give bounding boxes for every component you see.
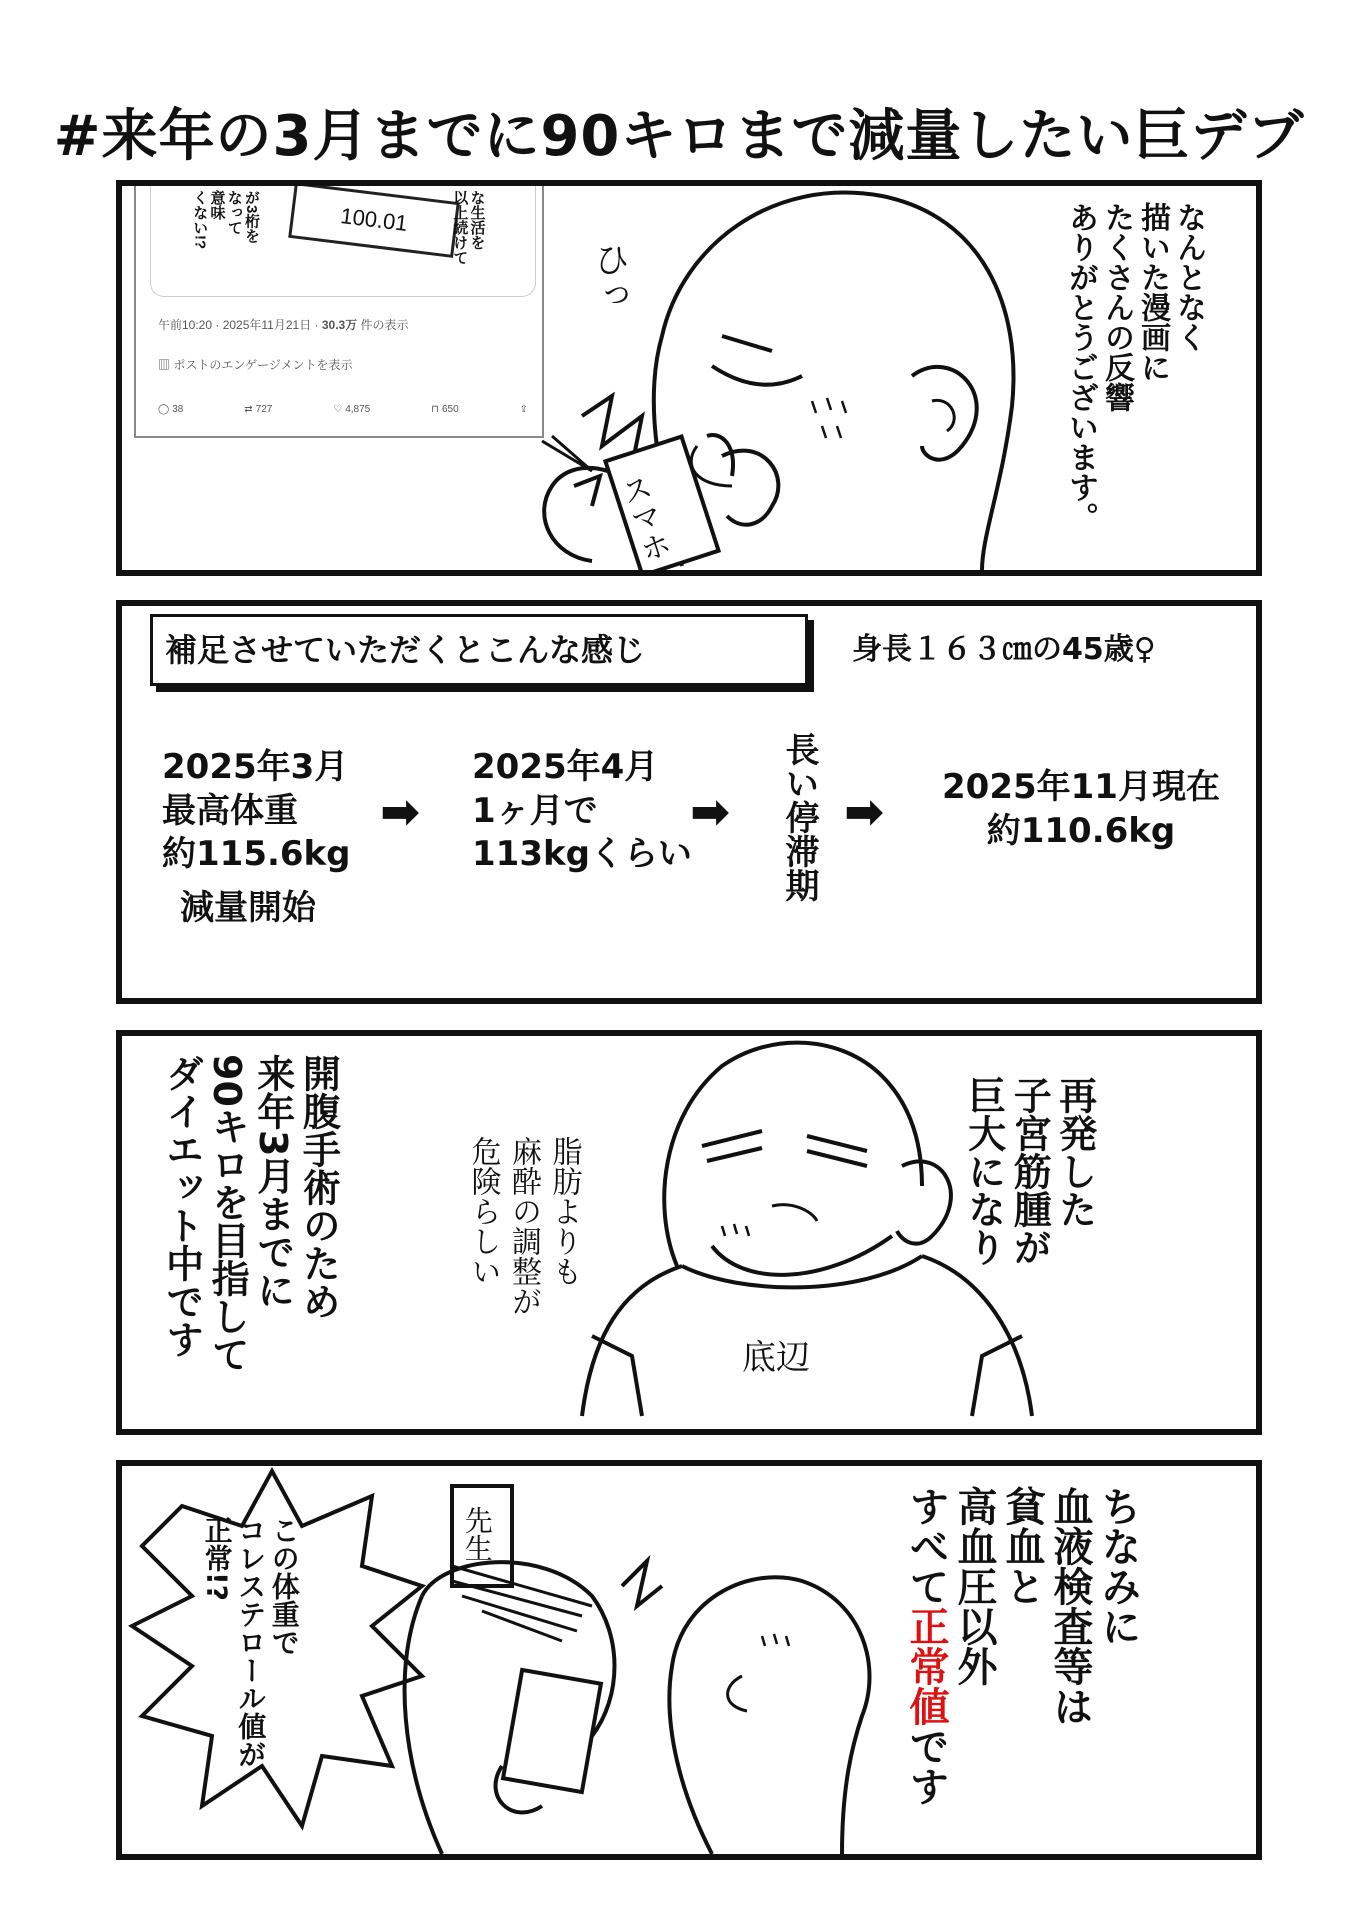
step-max-weight: 2025年3月 最高体重 約115.6kg 減量開始 (162, 746, 351, 930)
share-button[interactable] (520, 404, 528, 415)
arrow-icon: ➡ (844, 784, 885, 840)
tweet-bubble-a: な生活を 以上続けて (451, 190, 486, 265)
sfx-hii: ひっ (588, 241, 630, 313)
repost-icon: ⇄ (244, 404, 253, 415)
reply-button[interactable]: ◯ 38 (158, 404, 184, 415)
step-start-note: 減量開始 (180, 887, 316, 928)
heart-icon: ♡ (333, 404, 343, 415)
tweet-screenshot (134, 186, 544, 438)
scale-display: 100.01 (288, 182, 460, 258)
repost-button[interactable]: ⇄ 727 (244, 404, 273, 415)
tweet-actions (158, 404, 528, 415)
tweet-views: 30.3万 (321, 318, 358, 332)
bookmark-icon: ⊓ (431, 404, 439, 415)
tweet-meta (158, 316, 409, 333)
panel3-right-text: 再発した 子宮筋腫が 巨大になり (961, 1076, 1097, 1266)
panel-1 (116, 180, 1262, 576)
panel-2 (116, 600, 1262, 1004)
stagnation-period: 長い停滞期 (779, 732, 819, 902)
normal-value-highlight: 正常値 (903, 1606, 949, 1726)
bookmark-button[interactable]: ⊓ 650 (431, 404, 459, 415)
arrow-icon: ➡ (380, 784, 421, 840)
panel-4 (116, 1460, 1262, 1860)
tweet-timestamp: 午前10:20 · 2025年11月21日 · (158, 318, 322, 332)
panel1-caption: なんとなく 描いた漫画に たくさんの反響 ありがとうございます。 (1063, 202, 1206, 532)
reply-icon: ◯ (158, 404, 170, 415)
bar-chart-icon: ▥ (158, 358, 171, 372)
profile-text: 身長１６３㎝の45歳♀ (852, 632, 1156, 667)
burst-text: この体重で コレステロール値が 正常!? (200, 1516, 301, 1768)
phone-label: スマホ (612, 470, 674, 567)
share-icon: ⇪ (519, 404, 528, 415)
tweet-views-suffix: 件の表示 (357, 318, 409, 332)
engagement-link[interactable]: ▥ ポストのエンゲージメントを表示 (158, 358, 353, 372)
panel3-left-text: 開腹手術のため 来年3月までに 90キロを目指して ダイエット中です (159, 1054, 341, 1373)
step-one-month: 2025年4月 1ヶ月で 113kgくらい (472, 747, 692, 875)
tweet-image-frame (150, 186, 536, 297)
arrow-icon: ➡ (690, 784, 731, 840)
panel-3 (116, 1030, 1262, 1435)
panel4-right-text: ちなみに 血液検査等は 貧血と 高血圧以外 すべて正常値です (903, 1486, 1141, 1806)
tweet-bubble-b: が3桁を なって 意味 くない!? (191, 190, 260, 250)
page-title: #来年の3月までに90キロまで減量したい巨デブ (53, 104, 1305, 169)
doctor-label: 先生 (460, 1506, 494, 1562)
shirt-text: 底辺 (742, 1338, 810, 1378)
panel3-middle-text: 脂肪よりも 麻酔の調整が 危険らしい (465, 1136, 582, 1316)
like-button[interactable]: ♡ 4,875 (333, 404, 371, 415)
supplement-label: 補足させていただくとこんな感じ (150, 614, 808, 686)
step-current: 2025年11月現在 約110.6kg (942, 767, 1220, 851)
